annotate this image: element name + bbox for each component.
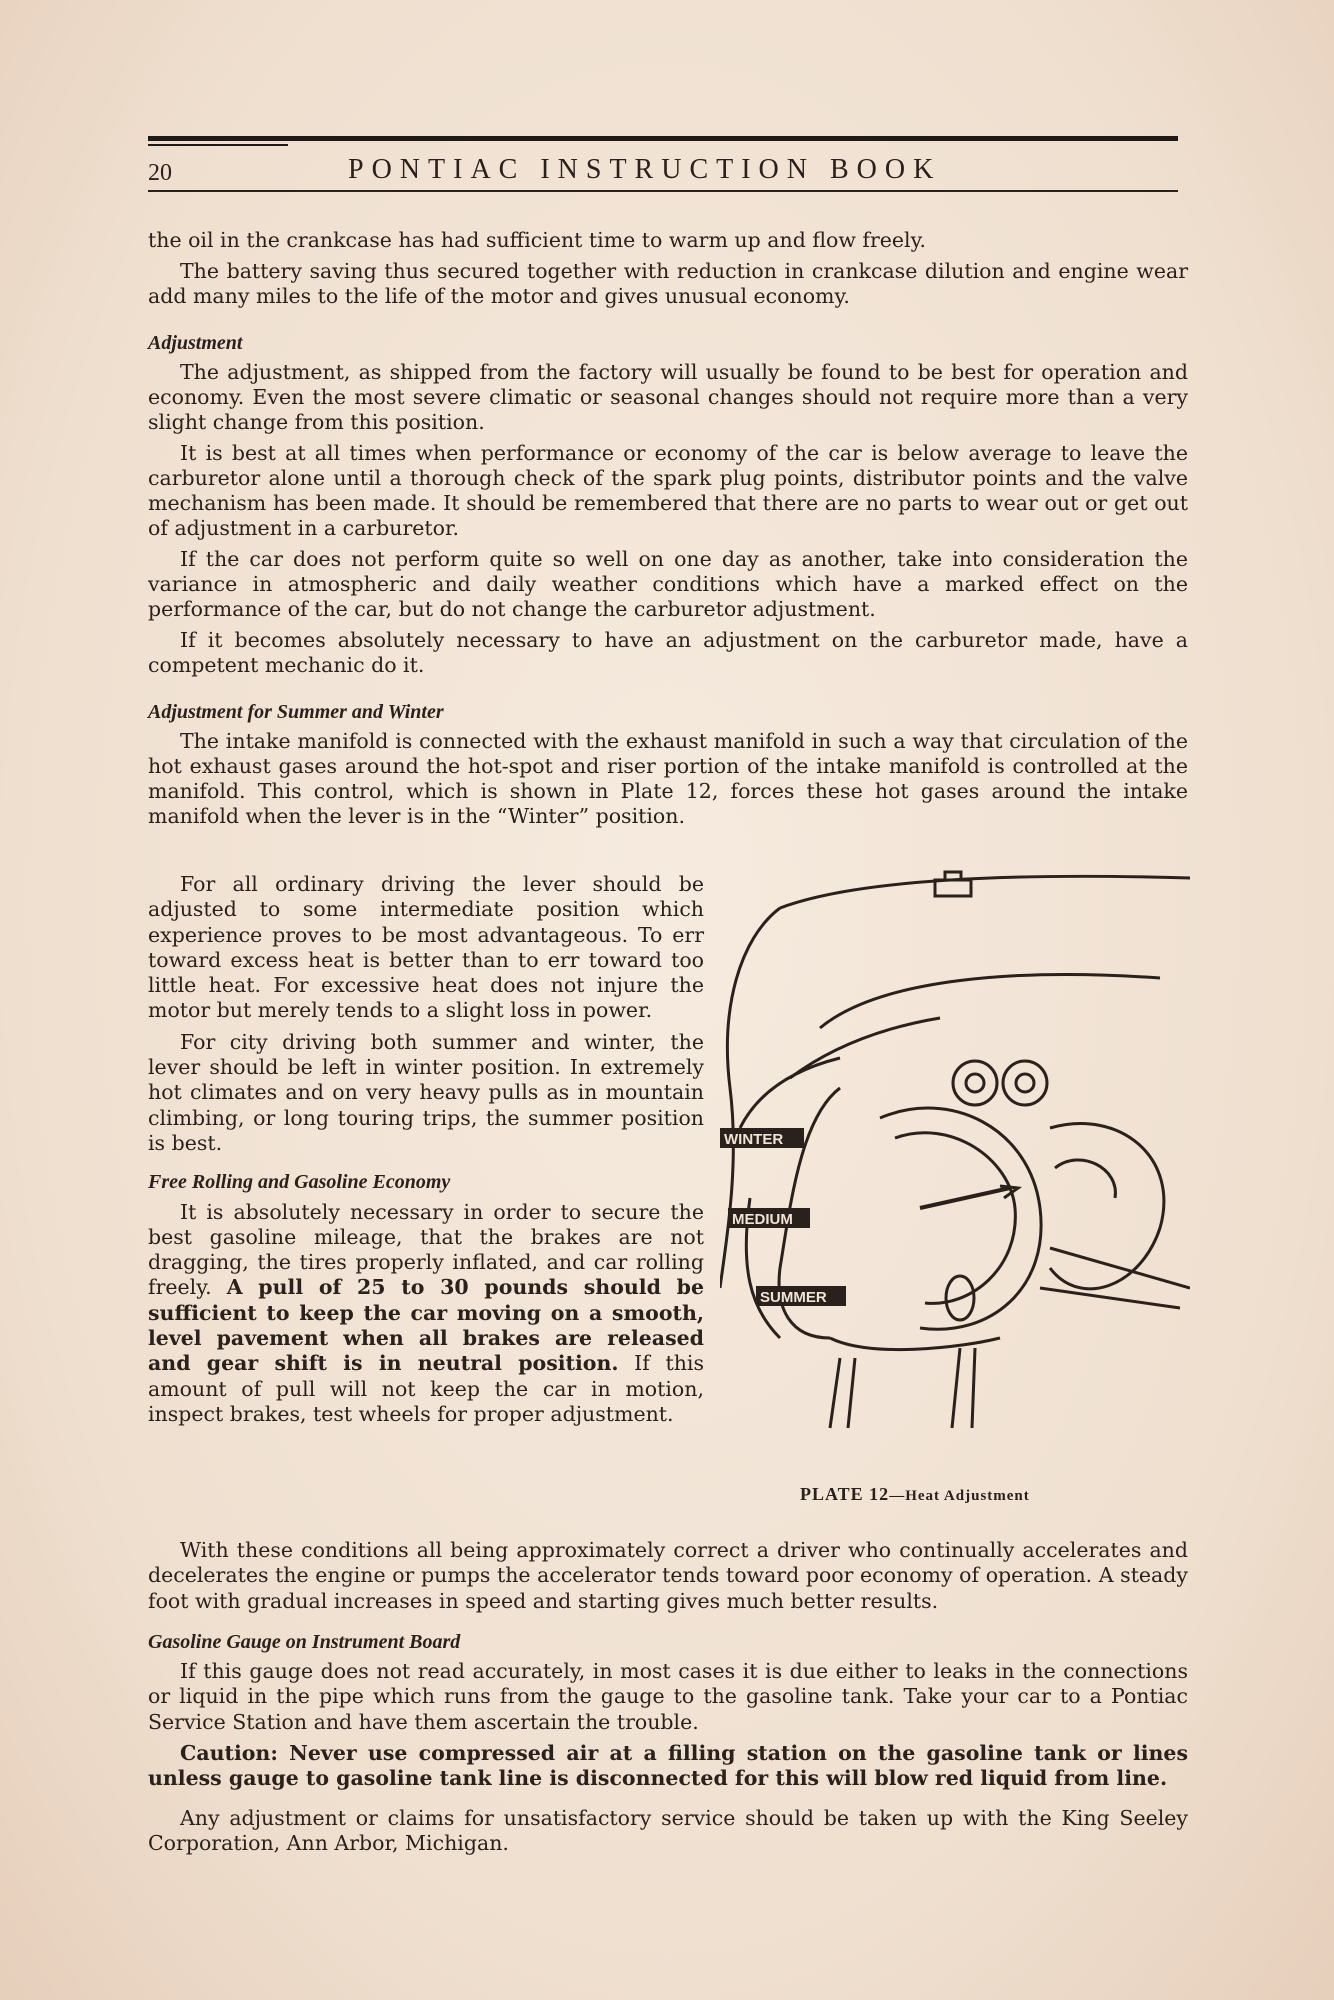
caution-label: Caution: (180, 1741, 278, 1766)
summer-winter-paragraph-1: The intake manifold is connected with the exhaust manifold in such a way that circulation of the hot exhaust gases around the hot-spot and riser portion of the intake manifold is controlled at the manifold. This control, which is shown in Plate 12, forces these hot gases around the intake manifold when the lever is in the “Winter” position. (148, 729, 1188, 828)
gauge-paragraph-2: Any adjustment or claims for unsatisfactory service should be taken up with the King Seeley Corporation, Ann Arbor, Michigan. (148, 1805, 1188, 1855)
header-top-rule (148, 136, 1178, 141)
left-column-text (148, 872, 704, 1433)
summer-label: SUMMER (760, 1289, 827, 1306)
caption-title: —Heat Adjustment (889, 1488, 1030, 1504)
upper-body-text (148, 228, 1188, 835)
winter-label: WINTER (724, 1131, 784, 1148)
header-top-rule-short (148, 144, 288, 146)
gauge-paragraph-1: If this gauge does not read accurately, in most cases it is due either to leaks in the connections or liquid in the pipe which runs from the gauge to the gasoline tank. Take your car to a Pontiac Service Station and have them ascertain the trouble. (148, 1659, 1188, 1734)
adjustment-paragraph-3: If the car does not perform quite so well on one day as another, take into consideration the variance in atmospheric and daily weather conditions which have a marked effect on the performance of the car, but do not change the carburetor adjustment. (148, 547, 1188, 621)
summer-winter-paragraph-2: For all ordinary driving the lever should be adjusted to some intermediate position which experience proves to be most advantageous. To err toward excess heat is better than to err toward too little heat. For excessive heat does not injure the motor but merely tends to a slight loss in power. (148, 872, 704, 1023)
plate-12-heat-adjustment-figure (720, 868, 1190, 1478)
free-rolling-p1-bold: A pull of 25 to 30 pounds should be sufficient to keep the car moving on a smooth, level pavement when all brakes are released and gear shift is in neutral position. (148, 1275, 704, 1376)
adjustment-paragraph-2: It is best at all times when performance or economy of the car is below average to leave the carburetor alone until a thorough check of the spark plug points, distributor points and the valve mechanism has been made. It should be remembered that there are no parts to wear out or get out of adjustment in a carburetor. (148, 441, 1188, 540)
medium-label: MEDIUM (732, 1211, 793, 1228)
free-rolling-paragraph-1 (148, 1200, 704, 1428)
intro-paragraph-1: the oil in the crankcase has had sufficient time to warm up and flow freely. (148, 228, 926, 252)
intro-paragraph-2: The battery saving thus secured together with reduction in crankcase dilution and engine wear add many miles to the life of the motor and gives unusual economy. (148, 259, 1188, 308)
free-rolling-p1-normal: It is absolutely necessary in order to secure the best gasoline mileage, that the brakes are not dragging, the tires properly inflated, and car rolling freely. (148, 1199, 704, 1300)
free-rolling-p1-end: If this amount of pull will not keep the car in motion, inspect brakes, test wheels for proper adjustment. (148, 1351, 704, 1426)
lower-body-text (148, 1538, 1188, 1862)
section-heading-free-rolling: Free Rolling and Gasoline Economy (148, 1171, 451, 1194)
running-title: PONTIAC INSTRUCTION BOOK (348, 154, 942, 185)
adjustment-paragraph-1: The adjustment, as shipped from the factory will usually be found to be best for operation and economy. Even the most severe climatic or seasonal changes should not require more than a very slight change from this position. (148, 360, 1188, 434)
adjustment-paragraph-4: If it becomes absolutely necessary to have an adjustment on the carburetor made, have a competent mechanic do it. (148, 628, 1188, 677)
page-number: 20 (148, 160, 172, 186)
caption-plate-number: PLATE 12 (800, 1484, 890, 1504)
section-heading-summer-winter: Adjustment for Summer and Winter (148, 701, 444, 723)
figure-caption (800, 1484, 1030, 1505)
free-rolling-paragraph-2: With these conditions all being approximately correct a driver who continually accelerates and decelerates the engine or pumps the accelerator tends toward poor economy of operation. A steady foot with gradual increases in speed and starting gives much better results. (148, 1538, 1188, 1613)
summer-winter-paragraph-3: For city driving both summer and winter, the lever should be left in winter position. In extremely hot climates and on very heavy pulls as in mountain climbing, or long touring trips, the summer position is best. (148, 1029, 704, 1155)
section-heading-adjustment: Adjustment (148, 332, 243, 354)
section-heading-gasoline-gauge: Gasoline Gauge on Instrument Board (148, 1630, 461, 1653)
header-bottom-rule (148, 190, 1178, 192)
caution-text: Never use compressed air at a filling station on the gasoline tank or lines unless gauge to gasoline tank line is disconnected for this will blow red liquid from line. (148, 1741, 1189, 1791)
caution-paragraph (148, 1741, 1188, 1792)
